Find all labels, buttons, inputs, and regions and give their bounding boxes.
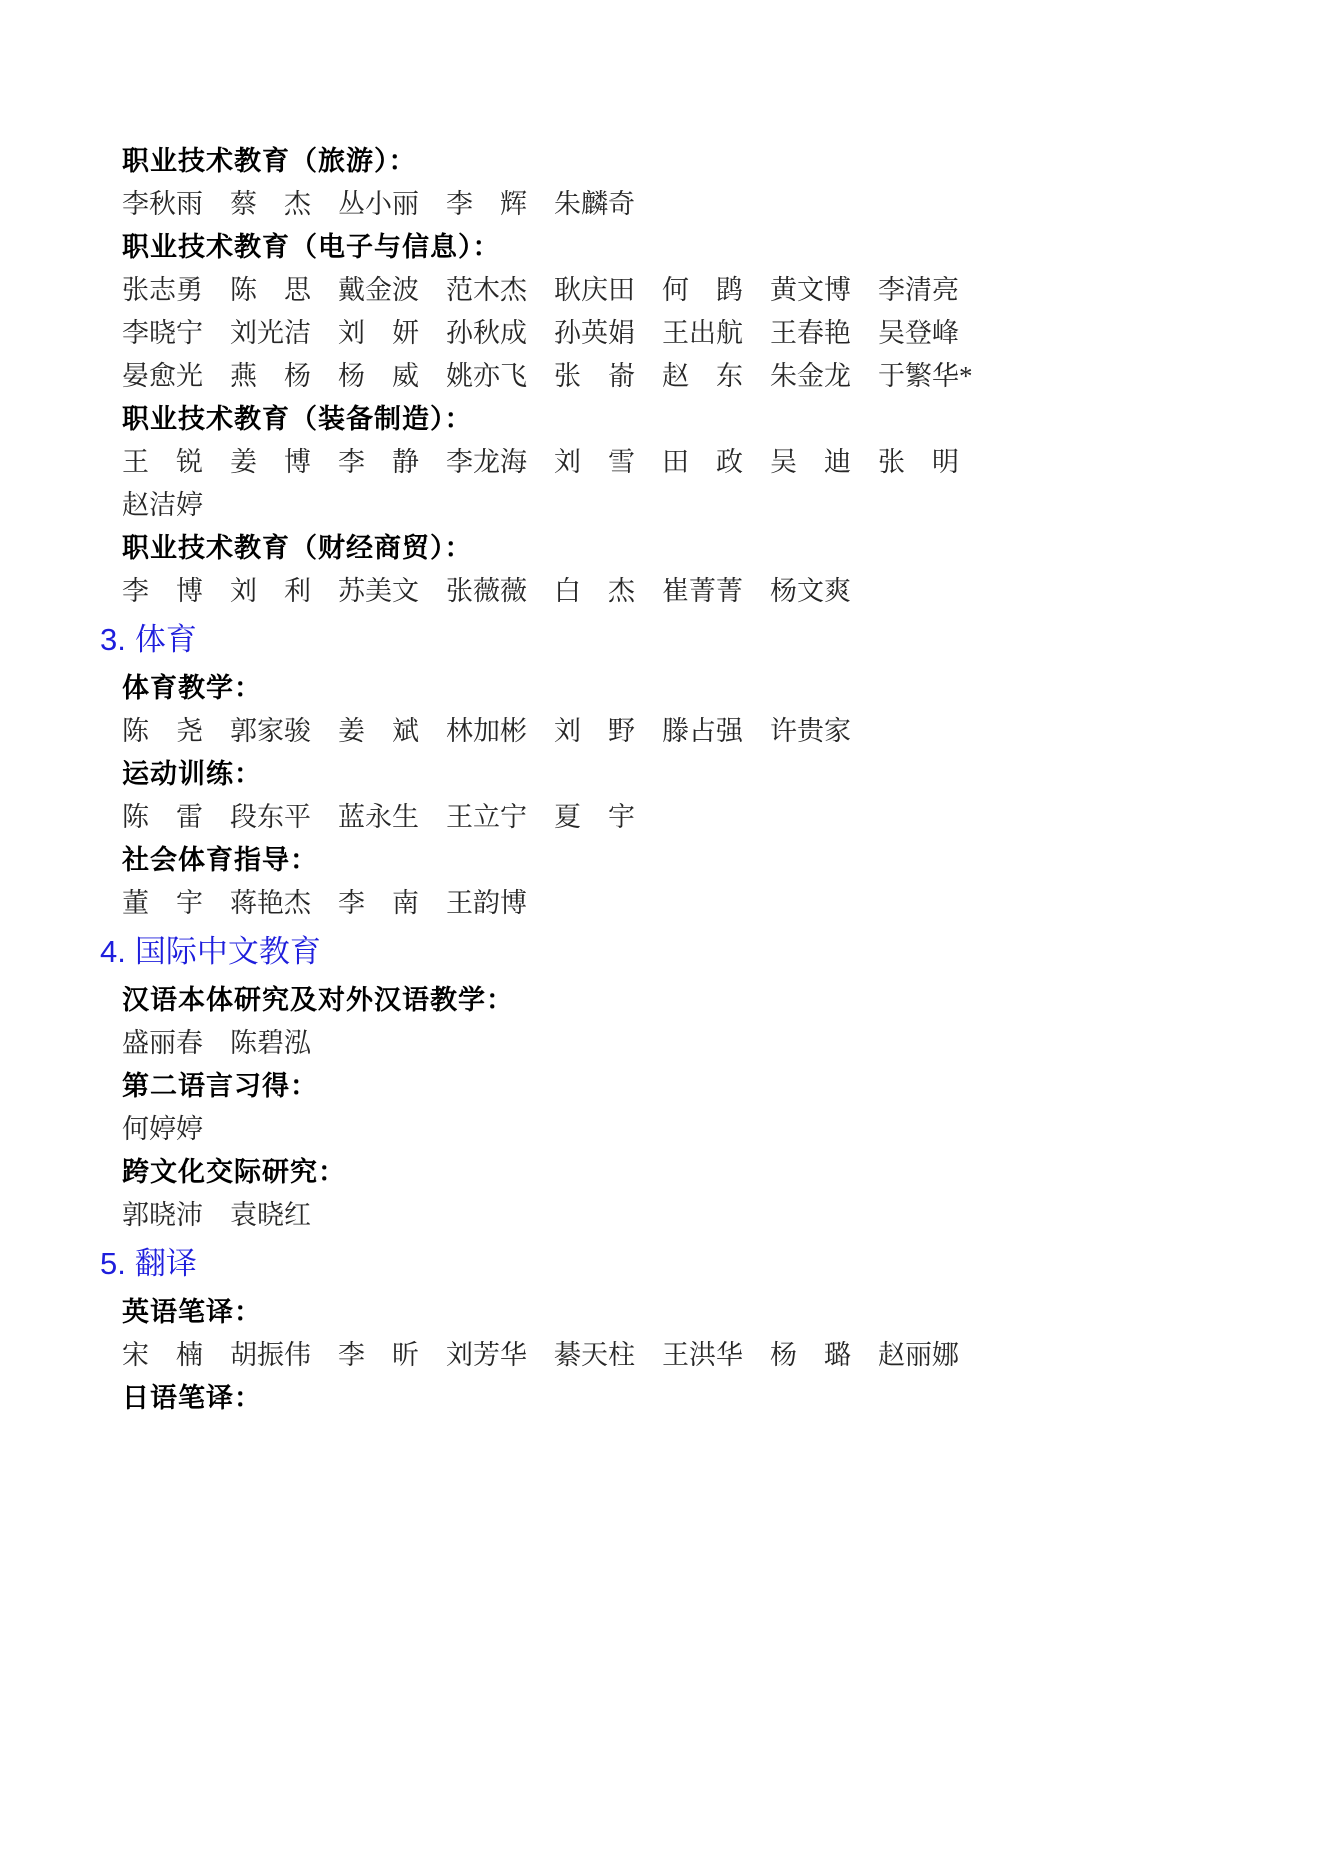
names-row: 宋 楠 胡振伟 李 昕 刘芳华 綦天柱 王洪华 杨 璐 赵丽娜 (122, 1340, 959, 1370)
names-row: 李晓宁 刘光洁 刘 妍 孙秋成 孙英娟 王出航 王春艳 吴登峰 (122, 318, 959, 348)
group-heading-japanese-translation: 日语笔译： (122, 1383, 262, 1413)
section-number: 4. (100, 934, 126, 969)
names-row: 张志勇 陈 思 戴金波 范木杰 耿庆田 何 鹍 黄文博 李清亮 (122, 275, 959, 305)
group-heading-pe-teaching: 体育教学： (122, 673, 262, 703)
section-number: 5. (100, 1246, 126, 1281)
section-header-sports (100, 613, 1227, 667)
section-number: 3. (100, 622, 126, 657)
names-row: 晏愈光 燕 杨 杨 威 姚亦飞 张 嵛 赵 东 朱金龙 于繁华* (122, 361, 973, 391)
group-heading-finance-commerce: 职业技术教育（财经商贸）： (122, 533, 473, 563)
group-heading-social-sports-guidance: 社会体育指导： (122, 845, 318, 875)
group-heading-sports-training: 运动训练： (122, 759, 262, 789)
names-row: 陈 雷 段东平 蓝永生 王立宁 夏 宇 (122, 802, 635, 832)
section-title: 翻译 (134, 1246, 197, 1281)
names-row: 何婷婷 (122, 1114, 203, 1144)
group-heading-cross-cultural-communication: 跨文化交际研究： (122, 1157, 346, 1187)
group-heading-tourism: 职业技术教育（旅游）： (122, 146, 417, 176)
names-row: 王 锐 姜 博 李 静 李龙海 刘 雪 田 政 吴 迪 张 明 (122, 447, 959, 477)
section-title: 国际中文教育 (134, 934, 321, 969)
section-header-translation (100, 1237, 1227, 1291)
group-heading-second-language-acquisition: 第二语言习得： (122, 1071, 318, 1101)
group-heading-chinese-ontology-teaching: 汉语本体研究及对外汉语教学： (122, 985, 514, 1015)
names-row: 李秋雨 蔡 杰 丛小丽 李 辉 朱麟奇 (122, 189, 635, 219)
section-title: 体育 (134, 622, 197, 657)
names-row: 董 宇 蒋艳杰 李 南 王韵博 (122, 888, 527, 918)
group-heading-electronics-info: 职业技术教育（电子与信息）： (122, 232, 501, 262)
names-row: 郭晓沛 袁晓红 (122, 1200, 311, 1230)
names-row: 陈 尧 郭家骏 姜 斌 林加彬 刘 野 滕占强 许贵家 (122, 716, 851, 746)
names-row: 李 博 刘 利 苏美文 张薇薇 白 杰 崔菁菁 杨文爽 (122, 576, 851, 606)
group-heading-equipment-manufacturing: 职业技术教育（装备制造）： (122, 404, 473, 434)
names-row: 赵洁婷 (122, 490, 203, 520)
names-row: 盛丽春 陈碧泓 (122, 1028, 311, 1058)
group-heading-english-translation: 英语笔译： (122, 1297, 262, 1327)
section-header-international-chinese-education (100, 925, 1227, 979)
